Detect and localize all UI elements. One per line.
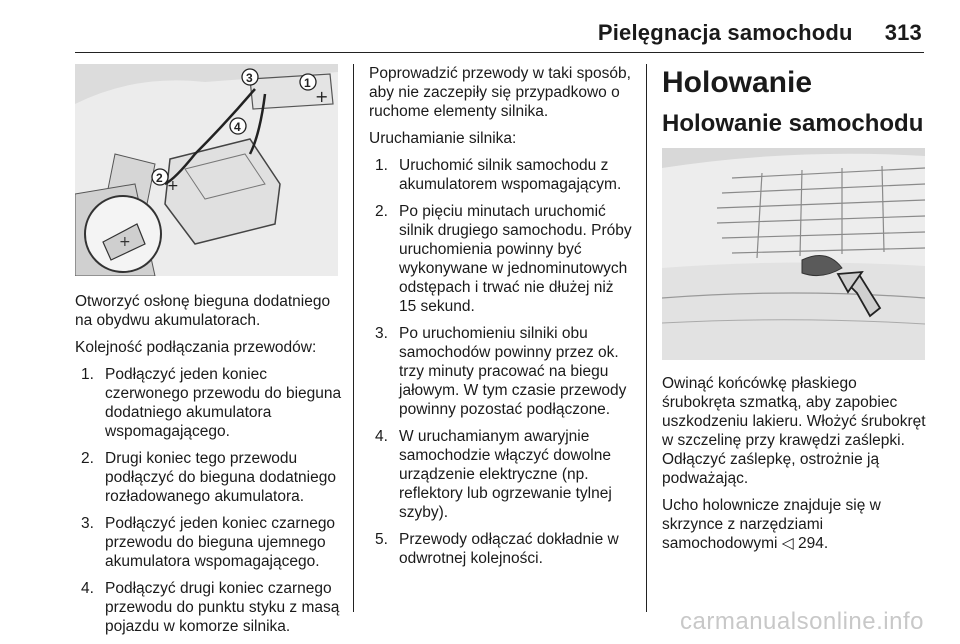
step-text: Po pięciu minutach uruchomić silnik drugiego samochodu. Próby uruchomienia powinny być wykonywane w jednominutowych odstępach i trwać nie dłużej niż 15 sekund. [399,203,632,315]
subsection-heading: Holowanie samochodu [662,110,924,137]
figure-label-2: 2 [156,171,163,185]
column-3 [662,64,928,561]
list-item [369,324,635,419]
column-1 [75,64,345,644]
step-text: Podłączyć drugi koniec czarnego przewodu do punktu styku z masą pojazdu w komorze silnika. [105,580,340,635]
svg-text:+: + [167,178,179,194]
list-item [75,365,345,441]
step-number: 1. [81,366,94,383]
page-reference-icon: ◁ [781,535,794,552]
list-item [369,202,635,316]
step-number: 1. [375,157,388,174]
step-number: 2. [375,203,388,220]
list-item [75,449,345,506]
page-title [598,20,922,46]
step-text: W uruchamianym awaryjnie samochodzie włączyć dowolne urządzenie elektryczne (np. reflektory lub ogrzewanie tylnej szyby). [399,428,612,521]
figure-label-3: 3 [246,71,253,85]
step-number: 3. [81,515,94,532]
connection-steps [75,365,345,636]
page-reference-link[interactable]: 294. [797,535,829,552]
towing-eye-cover-illustration [662,148,925,360]
step-text: Po uruchomieniu silniki obu samochodów powinny przez ok. trzy minuty pracować na biegu jałowym. W tym czasie przewody powinny pozostać podłączone. [399,325,627,418]
towing-eye-location [662,496,928,553]
step-text: Przewody odłączać dokładnie w odwrotnej kolejności. [399,531,619,567]
step-number: 4. [81,580,94,597]
step-text: Drugi koniec tego przewodu podłączyć do bieguna dodatniego rozładowanego akumulatora. [105,450,336,505]
step-number: 5. [375,531,388,548]
order-heading: Kolejność podłączania przewodów: [75,339,317,356]
step-number: 4. [375,428,388,445]
chapter-title: Pielęgnacja samochodu [597,20,853,45]
intro-paragraph: Otworzyć osłonę bieguna dodatniego na obydwu akumulatorach. [75,293,331,329]
list-item [369,427,635,522]
svg-text:+: + [119,234,131,250]
list-item [75,579,345,636]
column-divider-1 [353,64,354,612]
figure-label-1: 1 [304,76,311,90]
figure-label-4: 4 [234,120,241,134]
towing-eye-text: Ucho holownicze znajduje się w skrzynce z narzędziami samochodowymi [662,497,881,552]
step-text: Podłączyć jeden koniec czerwonego przewodu do bieguna dodatniego akumulatora wspomagającego. [105,366,342,440]
list-item [369,530,635,568]
page-number: 313 [884,20,922,45]
header-rule [75,52,924,53]
step-text: Podłączyć jeden koniec czarnego przewodu do bieguna ujemnego akumulatora wspomagającego. [105,515,336,570]
jump-start-illustration [75,64,338,276]
section-heading: Holowanie [662,66,813,99]
list-item [369,156,635,194]
step-number: 3. [375,325,388,342]
towing-instructions: Owinąć końcówkę płaskiego śrubokręta szmatką, aby zapobiec uszkodzeniu lakieru. Włożyć śrubokręt w szczelinę przy krawędzi zaślepki. Odłączyć zaślepkę, ostrożnie ją podważając. [662,375,926,487]
watermark: carmanualsonline.info [680,608,924,635]
column-divider-2 [646,64,647,612]
svg-text:+: + [315,87,329,106]
step-number: 2. [81,450,94,467]
list-item [75,514,345,571]
step-text: Uruchomić silnik samochodu z akumulatorem wspomagającym. [399,157,622,193]
start-steps [369,156,635,568]
routing-paragraph: Poprowadzić przewody w taki sposób, aby nie zaczepiły się przypadkowo o ruchome elementy silnika. [369,65,631,120]
column-2 [369,64,635,576]
start-heading: Uruchamianie silnika: [369,130,517,147]
